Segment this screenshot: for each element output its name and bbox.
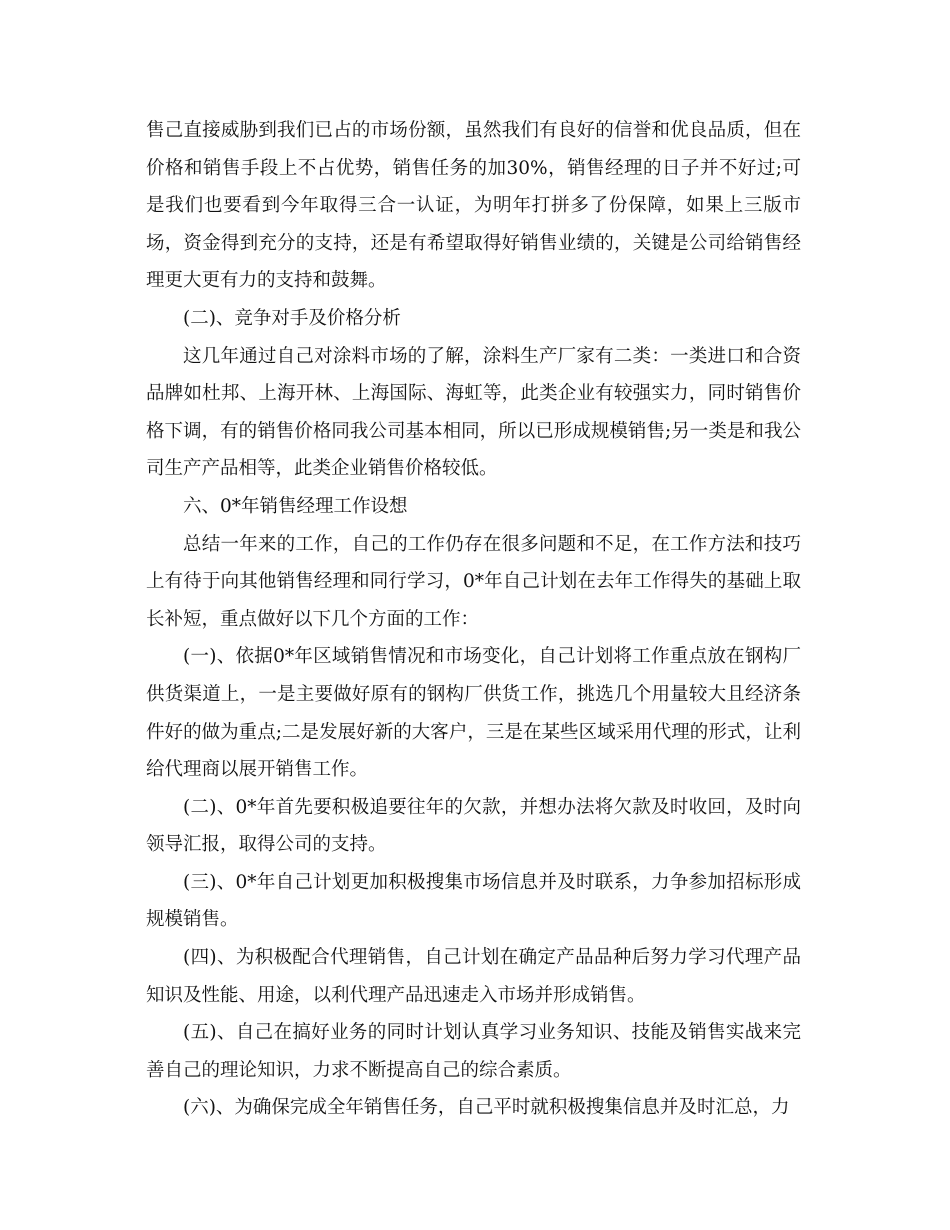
section-heading-competitor-analysis: (二)、竞争对手及价格分析	[183, 307, 401, 329]
plan-item-5: (五)、自己在搞好业务的同时计划认真学习业务知识、技能及销售实战来完善自己的理论知识，力求不断提高自己的综合素质。	[146, 1022, 801, 1081]
section-heading-work-plan: 六、0*年销售经理工作设想	[183, 495, 408, 517]
plan-item-6: (六)、为确保完成全年销售任务，自己平时就积极搜集信息并及时汇总，力	[183, 1097, 790, 1119]
paragraph-competitor-details: 这几年通过自己对涂料市场的了解，涂料生产厂家有二类：一类进口和合资品牌如杜邦、上海开林、上海国际、海虹等，此类企业有较强实力，同时销售价格下调，有的销售价格同我公司基本相同，所以已形成规模销售;另一类是和我公司生产产品相等，此类企业销售价格较低。	[146, 345, 801, 480]
paragraph-work-summary: 总结一年来的工作，自己的工作仍存在很多问题和不足，在工作方法和技巧上有待于向其他销售经理和同行学习，0*年自己计划在去年工作得失的基础上取长补短，重点做好以下几个方面的工作：	[146, 533, 801, 630]
document-body	[146, 112, 801, 1127]
plan-item-2: (二)、0*年首先要积极追要往年的欠款，并想办法将欠款及时收回，及时向领导汇报，取得公司的支持。	[146, 796, 801, 856]
plan-item-3: (三)、0*年自己计划更加积极搜集市场信息并及时联系，力争参加招标形成规模销售。	[146, 871, 801, 931]
plan-item-1: (一)、依据0*年区域销售情况和市场变化，自己计划将工作重点放在钢构厂供货渠道上，一是主要做好原有的钢构厂供货工作，挑选几个用量较大且经济条件好的做为重点;二是发展好新的大客户，三是在某些区域采用代理的形式，让利给代理商以展开销售工作。	[146, 646, 801, 781]
paragraph-continuation: 售己直接威胁到我们已占的市场份额，虽然我们有良好的信誉和优良品质，但在价格和销售手段上不占优势，销售任务的加30%，销售经理的日子并不好过;可是我们也要看到今年取得三合一认证，为明年打拼多了份保障，如果上三版市场，资金得到充分的支持，还是有希望取得好销售业绩的，关键是公司给销售经理更大更有力的支持和鼓舞。	[146, 120, 801, 292]
plan-item-4: (四)、为积极配合代理销售，自己计划在确定产品品种后努力学习代理产品知识及性能、用途，以利代理产品迅速走入市场并形成销售。	[146, 947, 801, 1006]
